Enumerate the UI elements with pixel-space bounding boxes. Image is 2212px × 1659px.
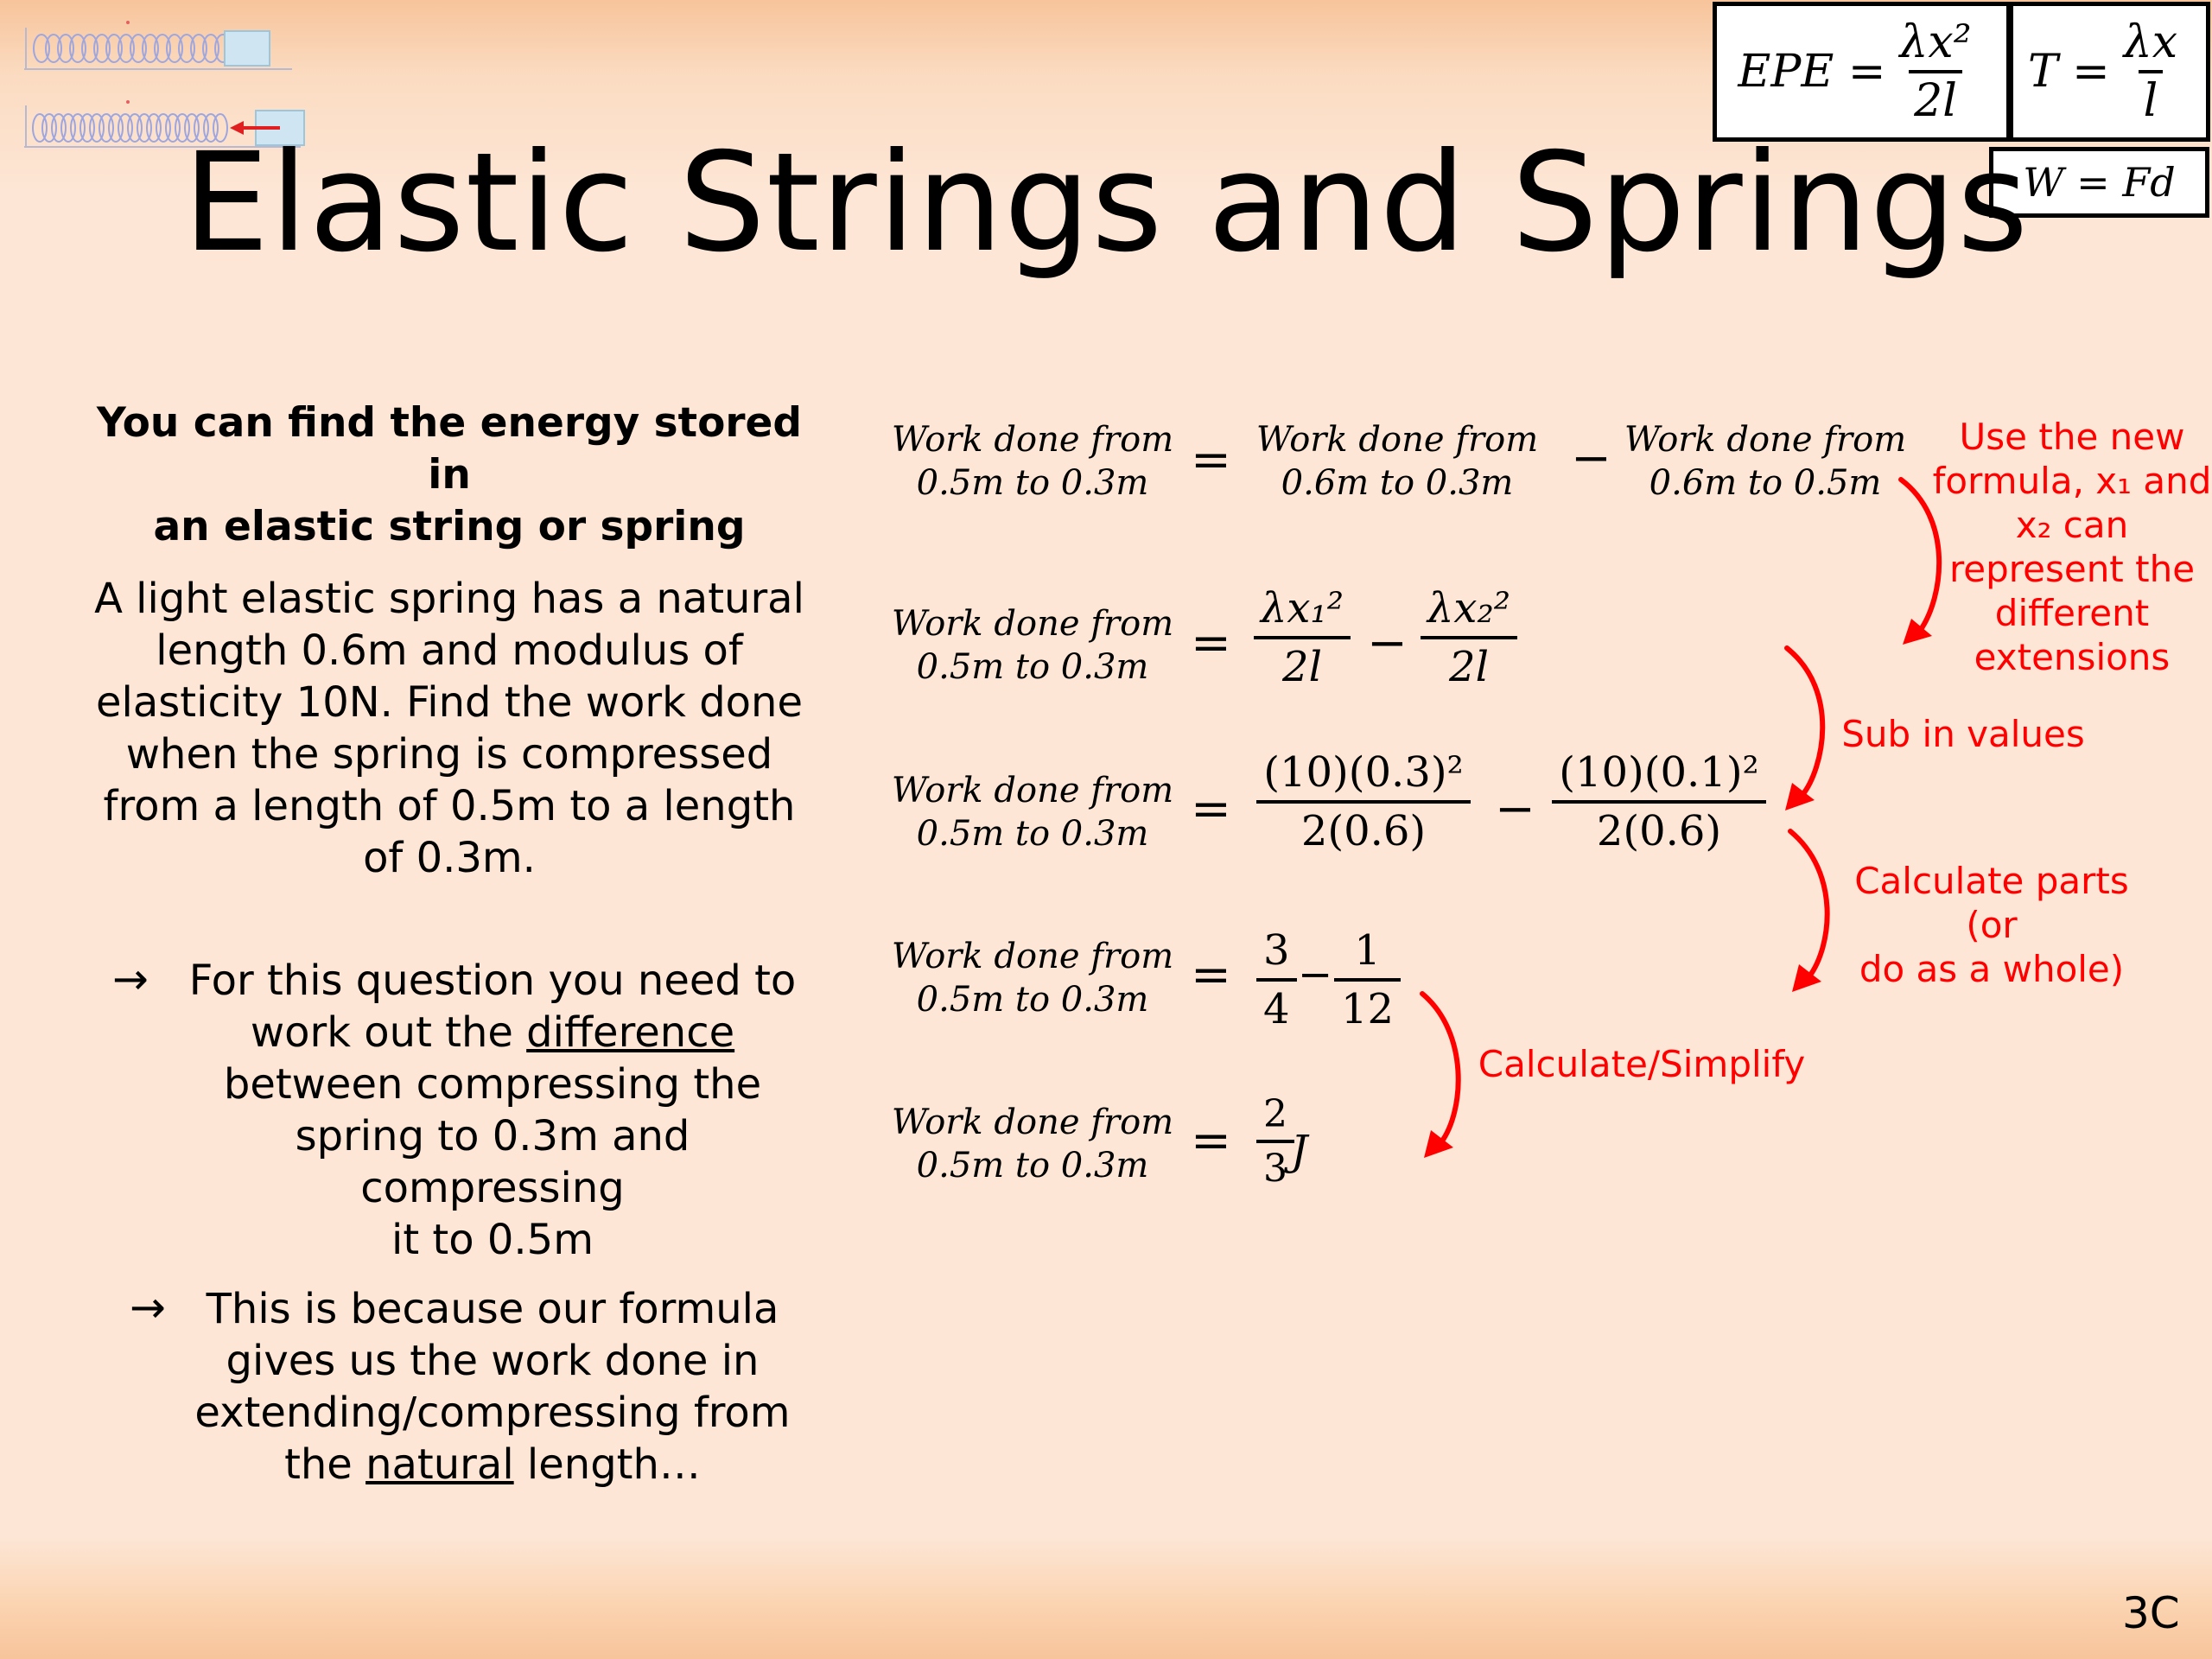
minus-sign: − — [1495, 781, 1535, 837]
minus-sign: − — [1298, 950, 1333, 999]
point-difference-line: between compressing the — [223, 1060, 762, 1109]
slide-title: Elastic Strings and Springs — [182, 124, 2030, 283]
work-done-range: 0.6m to 0.5m — [1649, 463, 1882, 503]
equals-sign: = — [1191, 1113, 1231, 1169]
question-line: from a length of 0.5m to a length — [103, 782, 796, 830]
formula-tension-lhs: T = — [2027, 46, 2110, 98]
equals-sign: = — [1191, 947, 1231, 1003]
work-done-range: 0.5m to 0.3m — [916, 463, 1149, 503]
point-text: the — [284, 1440, 366, 1489]
work-done-text: Work done from — [891, 1103, 1174, 1142]
note-line: do as a whole) — [1859, 948, 2125, 990]
note-line: different — [1994, 592, 2150, 634]
question-line: when the spring is compressed — [125, 730, 773, 779]
intro-heading-line2: an elastic string or spring — [153, 503, 746, 550]
point-natural-line: This is because our formula — [206, 1285, 779, 1333]
bullet-arrow-icon: → — [130, 1282, 166, 1332]
point-natural-line: gives us the work done in — [226, 1337, 760, 1385]
work-done-range: 0.5m to 0.3m — [916, 814, 1149, 854]
note-line: formula, x₁ and — [1932, 460, 2212, 502]
point-text: work out the — [250, 1008, 527, 1057]
note-calculate-simplify: Calculate/Simplify — [1478, 1043, 1806, 1085]
fraction-denominator: 12 — [1334, 978, 1401, 1033]
fraction-denominator: 2(0.6) — [1552, 800, 1766, 855]
question-line: of 0.3m. — [363, 834, 536, 882]
minus-sign: − — [1571, 430, 1611, 486]
underlined-word-natural: natural — [365, 1440, 514, 1489]
minus-sign: − — [1367, 615, 1408, 671]
note-line: Calculate parts (or — [1854, 860, 2129, 946]
intro-heading-line1: You can find the energy stored in — [96, 399, 803, 499]
question-line: A light elastic spring has a natural — [94, 575, 804, 623]
fraction-numerator: 3 — [1263, 926, 1290, 975]
fraction-denominator: 2l — [1254, 636, 1351, 691]
work-done-range: 0.5m to 0.3m — [916, 647, 1149, 687]
formula-tension-numerator: λx — [2123, 16, 2178, 68]
fraction-denominator: 4 — [1256, 978, 1297, 1033]
question-line: elasticity 10N. Find the work done — [96, 678, 803, 727]
note-line: extensions — [1974, 636, 2171, 678]
fraction-numerator: (10)(0.1)² — [1559, 748, 1759, 797]
arrow-calculate-parts-icon — [1790, 831, 1827, 976]
formula-epe-numerator: λx² — [1899, 16, 1972, 68]
note-sub-values: Sub in values — [1841, 713, 2085, 755]
formula-epe-denominator: 2l — [1909, 70, 1962, 127]
equals-sign: = — [1191, 432, 1231, 488]
formula-work-text: W = Fd — [2023, 159, 2176, 206]
underlined-word-difference: difference — [526, 1008, 735, 1057]
fraction-denominator: 2(0.6) — [1256, 800, 1471, 855]
fraction-numerator: 2 — [1263, 1092, 1287, 1136]
equals-sign: = — [1191, 781, 1231, 837]
arrow-calculate-simplify-icon — [1422, 994, 1459, 1142]
arrow-sub-values-icon — [1787, 648, 1822, 795]
arrow-new-formula-icon — [1901, 480, 1939, 631]
work-done-text: Work done from — [1624, 420, 1907, 460]
point-difference-line: spring to 0.3m and compressing — [295, 1112, 690, 1212]
bullet-arrow-icon: → — [112, 954, 149, 1004]
work-done-text: Work done from — [891, 420, 1174, 460]
question-line: length 0.6m and modulus of — [156, 626, 743, 675]
point-text: length… — [513, 1440, 701, 1489]
point-difference-line: For this question you need to — [188, 957, 797, 1005]
note-line: represent the — [1948, 548, 2196, 590]
work-done-range: 0.5m to 0.3m — [916, 980, 1149, 1020]
point-natural-line: extending/compressing from — [194, 1389, 791, 1437]
fraction-numerator: 1 — [1354, 926, 1381, 975]
fraction-numerator: (10)(0.3)² — [1263, 748, 1464, 797]
point-difference-line: it to 0.5m — [391, 1216, 594, 1264]
note-line: x₂ can — [2015, 504, 2129, 546]
unit-joules: J — [1291, 1127, 1308, 1175]
work-done-text: Work done from — [891, 937, 1174, 976]
work-done-text: Work done from — [891, 771, 1174, 810]
formula-tension-denominator: l — [2139, 70, 2164, 127]
fraction-denominator: 2l — [1421, 636, 1517, 691]
equals-sign: = — [1191, 615, 1231, 671]
fraction-numerator: λx₂² — [1427, 584, 1510, 632]
page-code: 3C — [2122, 1588, 2180, 1638]
work-done-range: 0.6m to 0.3m — [1281, 463, 1514, 503]
formula-epe-lhs: EPE = — [1738, 46, 1886, 98]
work-done-text: Work done from — [1255, 420, 1539, 460]
work-done-text: Work done from — [891, 604, 1174, 644]
work-done-range: 0.5m to 0.3m — [916, 1146, 1149, 1185]
note-line: Use the new — [1959, 416, 2185, 458]
fraction-denominator: 3 — [1256, 1140, 1294, 1191]
fraction-numerator: λx₁² — [1261, 584, 1344, 632]
